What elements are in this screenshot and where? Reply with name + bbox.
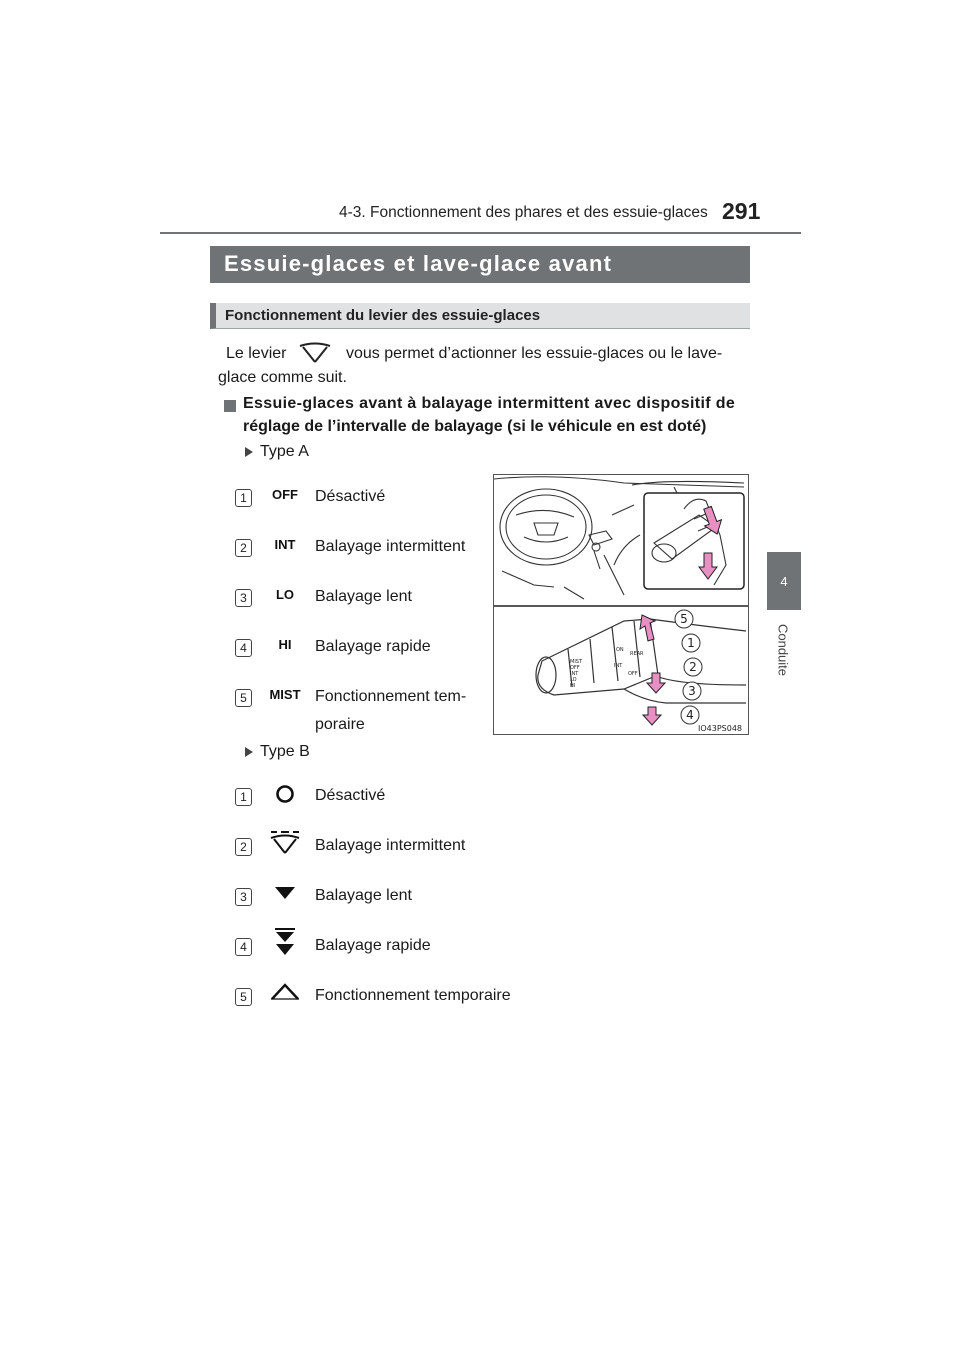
chapter-label-text: Conduite <box>775 623 791 677</box>
page-title-band <box>210 246 750 283</box>
type-b-text-2: Balayage intermittent <box>315 837 466 854</box>
type-b-num-5: 5 <box>235 988 252 1006</box>
header-rule <box>160 232 801 234</box>
arrow-hi <box>643 707 661 725</box>
figure-code: IO43PS048 <box>698 724 743 733</box>
type-a-code-1: OFF <box>272 487 298 502</box>
page-title: Essuie-glaces et lave-glace avant <box>224 251 613 276</box>
type-a-num-3: 3 <box>235 589 252 607</box>
intermittent-wiper-icon <box>268 830 302 856</box>
type-b-num-3: 3 <box>235 888 252 906</box>
type-a-text-5b: poraire <box>315 716 365 733</box>
wiper-lever-icon <box>297 342 333 364</box>
callout-3: 3 <box>688 684 696 698</box>
lever-label-2: INT <box>570 671 579 677</box>
type-a-text-3: Balayage lent <box>315 588 412 605</box>
double-down-triangle-icon <box>272 927 298 959</box>
type-a-arrow-icon <box>245 447 253 457</box>
heading-line2: réglage de l’intervalle de balayage (si le véhicule en est doté) <box>243 418 707 435</box>
type-b-num-1: 1 <box>235 788 252 806</box>
type-b-arrow-icon <box>245 747 253 757</box>
callout-5: 5 <box>680 612 688 626</box>
subsection-title: Fonctionnement du levier des essuie-glaces <box>225 307 541 324</box>
type-b-text-1: Désactivé <box>315 787 386 804</box>
lever-label-1: OFF <box>570 665 580 671</box>
callout-4: 4 <box>686 708 694 722</box>
type-a-label: Type A <box>260 443 309 460</box>
type-b-label: Type B <box>260 743 310 760</box>
lever-label-0: MIST <box>570 659 583 665</box>
lever-label-4: HI <box>570 683 576 689</box>
lever-label-8: REAR <box>630 651 644 657</box>
subsection-header <box>210 303 750 329</box>
chapter-tab <box>767 552 801 610</box>
lower-lever <box>536 619 746 703</box>
lever-label-3: LO <box>570 677 577 683</box>
circle-icon <box>272 784 298 804</box>
type-b-text-4: Balayage rapide <box>315 937 431 954</box>
type-a-code-2: INT <box>274 537 296 552</box>
type-a-text-5: Fonctionnement tem- <box>315 688 467 705</box>
type-b-text-3: Balayage lent <box>315 887 412 904</box>
type-a-num-1: 1 <box>235 489 252 507</box>
heading-line1: Essuie-glaces avant à balayage intermittent avec dispositif de <box>243 395 736 412</box>
inset-frame <box>644 493 744 589</box>
lever-label-5: ON <box>616 647 624 653</box>
callout-1: 1 <box>687 636 695 650</box>
wiper-lever-illustration <box>494 475 748 734</box>
type-a-code-4: HI <box>278 637 292 652</box>
wiper-lever-figure <box>493 474 749 735</box>
type-a-code-5: MIST <box>269 687 301 702</box>
lever-label-7: OFF <box>628 671 638 677</box>
page-number: 291 <box>722 198 761 224</box>
type-b-num-2: 2 <box>235 838 252 856</box>
callout-2: 2 <box>689 660 697 674</box>
intro-part1: Le levier <box>226 345 287 362</box>
single-down-triangle-icon <box>272 884 298 902</box>
heading-bullet <box>224 400 236 412</box>
chapter-label <box>771 618 795 682</box>
type-a-text-4: Balayage rapide <box>315 638 431 655</box>
type-a-text-2: Balayage intermittent <box>315 538 466 555</box>
type-a-code-3: LO <box>275 587 295 602</box>
chapter-number: 4 <box>780 573 788 589</box>
lever-label-6: INT <box>614 663 623 669</box>
intro-part2: vous permet d’actionner les essuie-glaces ou le lave- <box>346 345 723 362</box>
intro-line2: glace comme suit. <box>218 369 347 386</box>
up-triangle-outline-icon <box>268 982 302 1002</box>
type-a-num-4: 4 <box>235 639 252 657</box>
type-b-num-4: 4 <box>235 938 252 956</box>
type-a-num-5: 5 <box>235 689 252 707</box>
type-a-num-2: 2 <box>235 539 252 557</box>
type-a-text-1: Désactivé <box>315 488 386 505</box>
type-b-text-5: Fonctionnement temporaire <box>315 987 511 1004</box>
section-title: 4-3. Fonctionnement des phares et des essuie-glaces <box>339 204 708 221</box>
